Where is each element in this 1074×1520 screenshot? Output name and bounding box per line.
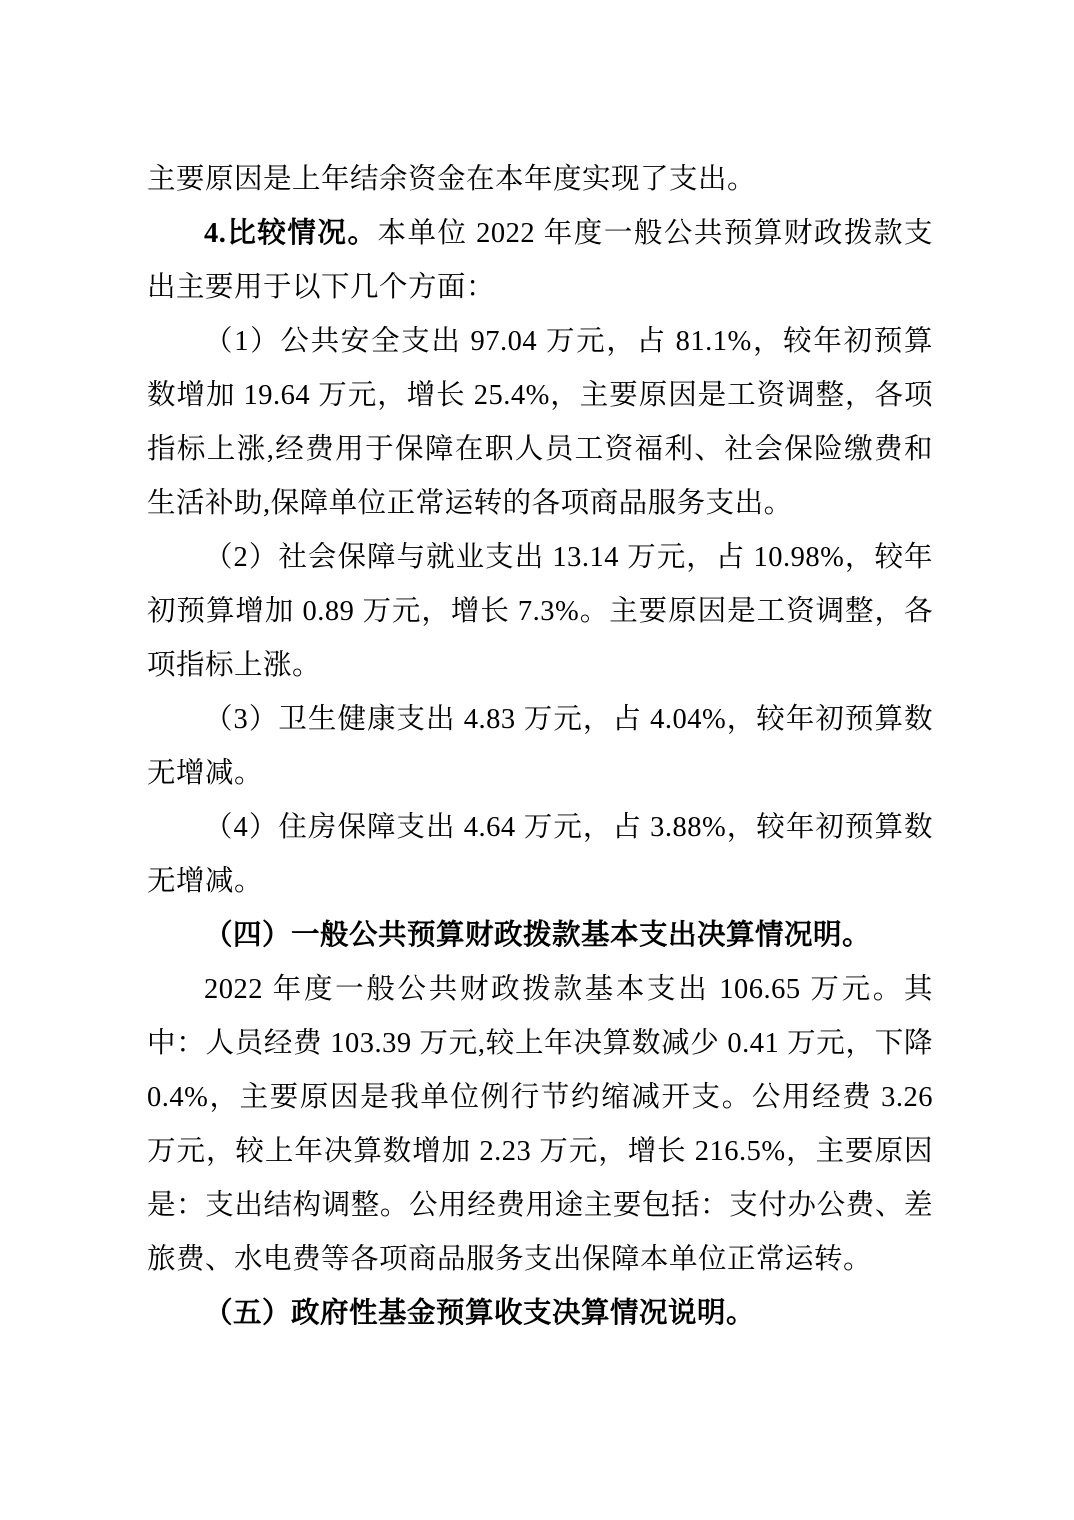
para-sub-item-3-health xyxy=(147,693,933,801)
paragraph-text: （4）住房保障支出 4.64 万元，占 3.88%，较年初预算数无增减。 xyxy=(147,812,933,897)
paragraph-text: 2022 年度一般公共财政拨款基本支出 106.65 万元。其中：人员经费 103.39 万元,较上年决算数减少 0.41 万元，下降 0.4%，主要原因是我单位例行节约缩减开支。公用经费 3.26 万元，较上年决算数增加 2.23 万元，增长 216.5%，主要原因是：支出结构调整。公用经费用途主要包括：支付办公费、差旅费、水电费等各项商品服务支出保障本单位正常运转。 xyxy=(147,974,933,1275)
item-4-body-run: 本单位 2022 年度一般公共预算财政拨款支出主要用于以下几个方面： xyxy=(147,218,933,303)
para-sub-item-4-housing xyxy=(147,801,933,909)
paragraph-text: （2）社会保障与就业支出 13.14 万元，占 10.98%，较年初预算增加 0.89 万元，增长 7.3%。主要原因是工资调整，各项指标上涨。 xyxy=(147,542,933,681)
paragraph-text: （3）卫生健康支出 4.83 万元，占 4.04%，较年初预算数无增减。 xyxy=(147,704,933,789)
paragraph-text: （1）公共安全支出 97.04 万元，占 81.1%，较年初预算数增加 19.64 万元，增长 25.4%，主要原因是工资调整，各项指标上涨,经费用于保障在职人员工资福利、社会保险缴费和生活补助,保障单位正常运转的各项商品服务支出。 xyxy=(147,326,933,519)
para-sub-item-1-public-safety xyxy=(147,315,933,531)
heading-text: （四）一般公共预算财政拨款基本支出决算情况明。 xyxy=(204,920,872,951)
para-section-4-basic-expenditure-detail xyxy=(147,963,933,1287)
para-continuation-reason xyxy=(147,153,933,207)
heading-section-4-basic-expenditure xyxy=(147,909,933,963)
heading-section-5-gov-fund xyxy=(147,1287,933,1341)
para-item-4-comparison xyxy=(147,207,933,315)
item-4-heading-run: 4.比较情况。 xyxy=(204,218,378,249)
heading-text: （五）政府性基金预算收支决算情况说明。 xyxy=(204,1298,756,1329)
paragraph-text: 主要原因是上年结余资金在本年度实现了支出。 xyxy=(147,164,757,195)
para-sub-item-2-social-security xyxy=(147,531,933,693)
